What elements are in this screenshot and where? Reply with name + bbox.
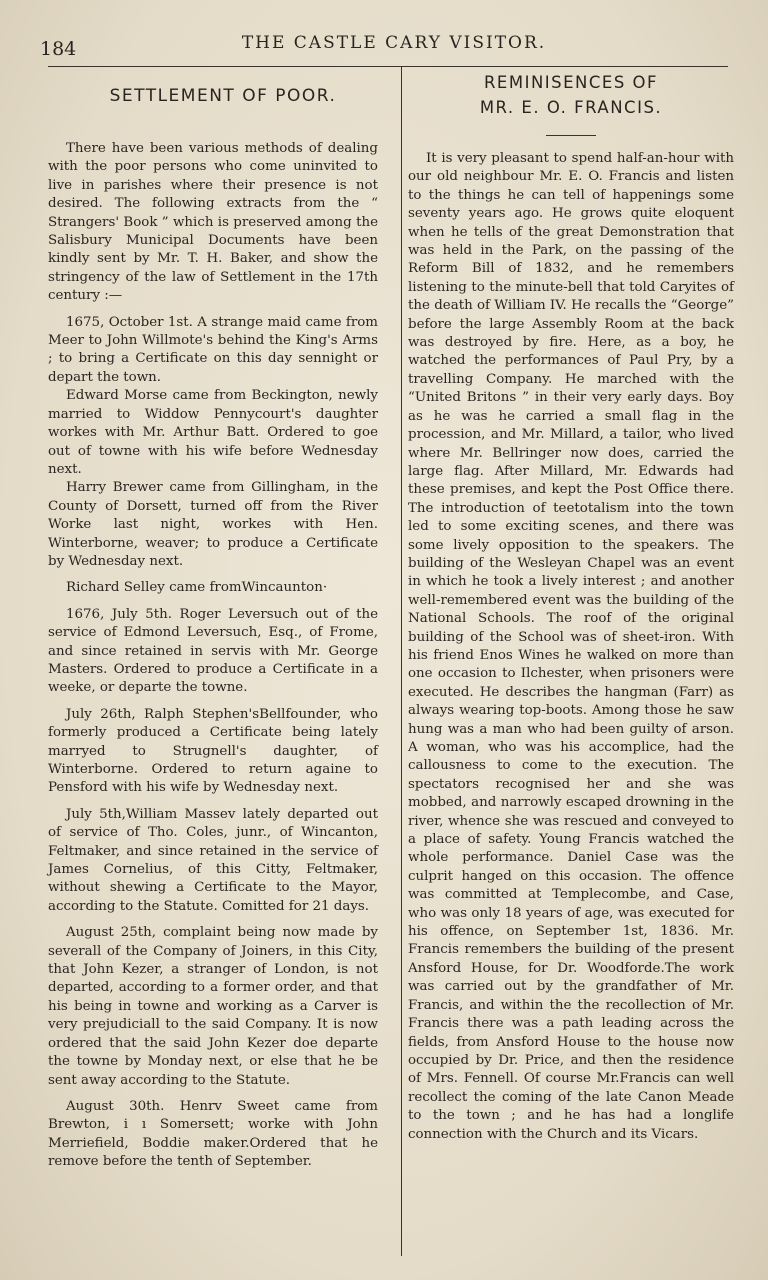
paragraph: It is very pleasant to spend half-an-hour with our old neighbour Mr. E. O. Francis and listen to the things he can tell of happenings some seventy years ago. He grows quite eloquent when he tells of the great Demonstration that was held in the Park, on the passing of the Reform Bill of 1832, and he remembers listening to the minute-bell that told Caryites of the death of William IV. He recalls the “George” before the large Assembly Room at the back was destroyed by fire. Here, as a boy, he watched the performances of Paul Pry, by a travelling Company. He marched with the “United Britons ” in their very early days. Boy as he was he carried a small flag in the procession, and Mr. Millard, a tailor, who lived where Mr. Bellringer now does, carried the large flag. After Millard, Mr. Edwards had these premises, and kept the Post Office there. The introduction of teetotalism into the town led to some exciting scenes, and there was some lively opposition to the speakers. The building of the Wesleyan Chapel was an event in which he took a lively interest ; and another well-remembered event was the building of the National Schools. The roof of the original building of the School was of sheet-iron. With his friend Enos Wines he walked on more than one occasion to Ilchester, when prisoners were executed. He describes the hangman (Farr) as always wearing top-boots. Among those he saw hung was a man who had been guilty of arson. A woman, who was his accomplice, had the callousness to come to the execution. The spectators recognised her and she was mobbed, and narrowly escaped drowning in the river, whence she was rescued and conveyed to a place of safety. Young Francis watched the whole performance. Daniel Case was the culprit hanged on this occasion. The offence was committed at Templecombe, and Case, who was only 18 years of age, was executed for his offence, on September 1st, 1836. Mr. Francis remembers the building of the present Ansford House, for Dr. Woodforde.The work was carried out by the grandfather of Mr. Francis, and within the the recollection of Mr. Francis there was a path leading across the fields, from Ansford House to the house now occupied by Dr. Price, and then the residence of Mrs. Fennell. Of course Mr.Francis can well recollect the coming of the late Canon Meade to the town ; and he has had a longlife connection with the Church and its Vicars. bbox=[408, 151, 734, 1142]
paragraph: 1676, July 5th. Roger Leversuch out of the service of Edmond Leversuch, Esq., of Frome, and since retained in servis with Mr. George Masters. Ordered to produce a Certificate in a weeke, or departe the towne. bbox=[48, 606, 378, 696]
article-body-settlement bbox=[48, 140, 378, 1172]
article-title-reminisences bbox=[408, 70, 734, 120]
paragraph: July 5th,William Massev lately departed out of service of Tho. Coles, junr., of Wincanton, Feltmaker, and since retained in the service of James Cornelius, of this Citty, Feltmaker, without shewing a Certificate to the Mayor, according to the Statute. Comitted for 21 days. bbox=[48, 806, 378, 914]
title-rule bbox=[546, 135, 596, 136]
running-title: THE CASTLE CARY VISITOR. bbox=[241, 33, 547, 53]
column-divider bbox=[401, 66, 402, 1256]
title-line-1: REMINISENCES OF bbox=[483, 73, 659, 92]
header-rule bbox=[48, 66, 728, 67]
paragraph: Edward Morse came from Beckington, newly married to Widdow Pennycourt's daughter workes with Mr. Arthur Batt. Ordered to goe out of towne with his wife before Wednesday next. bbox=[48, 388, 378, 477]
paragraph: August 25th, complaint being now made by severall of the Company of Joiners, in this City, that John Kezer, a stranger of London, is not departed, according to a former order, and that his being in towne and working as a Carver is very prejudiciall to the said Company. It is now ordered that the said John Kezer doe departe the towne by Monday next, or else that he be sent away according to the Statute. bbox=[48, 925, 378, 1088]
article-body-reminisences bbox=[408, 150, 734, 1144]
paragraph: Harry Brewer came from Gillingham, in the County of Dorsett, turned off from the River Worke last night, workes with Hen. Winterborne, weaver; to produce a Certificate by Wednesday next. bbox=[48, 480, 378, 569]
article-title-settlement: SETTLEMENT OF POOR. bbox=[109, 86, 337, 106]
right-column bbox=[408, 68, 734, 1144]
title-line-2: MR. E. O. FRANCIS. bbox=[479, 98, 663, 117]
left-column bbox=[48, 68, 378, 1172]
paragraph: July 26th, Ralph Stephen'sBellfounder, who formerly produced a Certificate being lately marryed to Strugnell's daughter, of Winterborne. Ordered to return againe to Pensford with his wife by Wednesday next. bbox=[48, 706, 378, 796]
paragraph: 1675, October 1st. A strange maid came from Meer to John Willmote's behind the King's Arms ; to bring a Certificate on this day sennight or depart the town. bbox=[48, 314, 378, 385]
paragraph: August 30th. Henrv Sweet came from Brewton, i ı Somersett; worke with John Merriefield, Boddie maker.Ordered that he remove before the tenth of September. bbox=[48, 1098, 378, 1170]
page-number: 184 bbox=[40, 38, 77, 60]
paragraph: There have been various methods of dealing with the poor persons who come uninvited to live in parishes where their presence is not desired. The following extracts from the “ Strangers' Book ” which is preserved among the Salisbury Municipal Documents have been kindly sent by Mr. T. H. Baker, and show the stringency of the law of Settlement in the 17th century :— bbox=[48, 141, 378, 304]
paragraph: Richard Selley came fromWincaunton· bbox=[66, 580, 328, 596]
